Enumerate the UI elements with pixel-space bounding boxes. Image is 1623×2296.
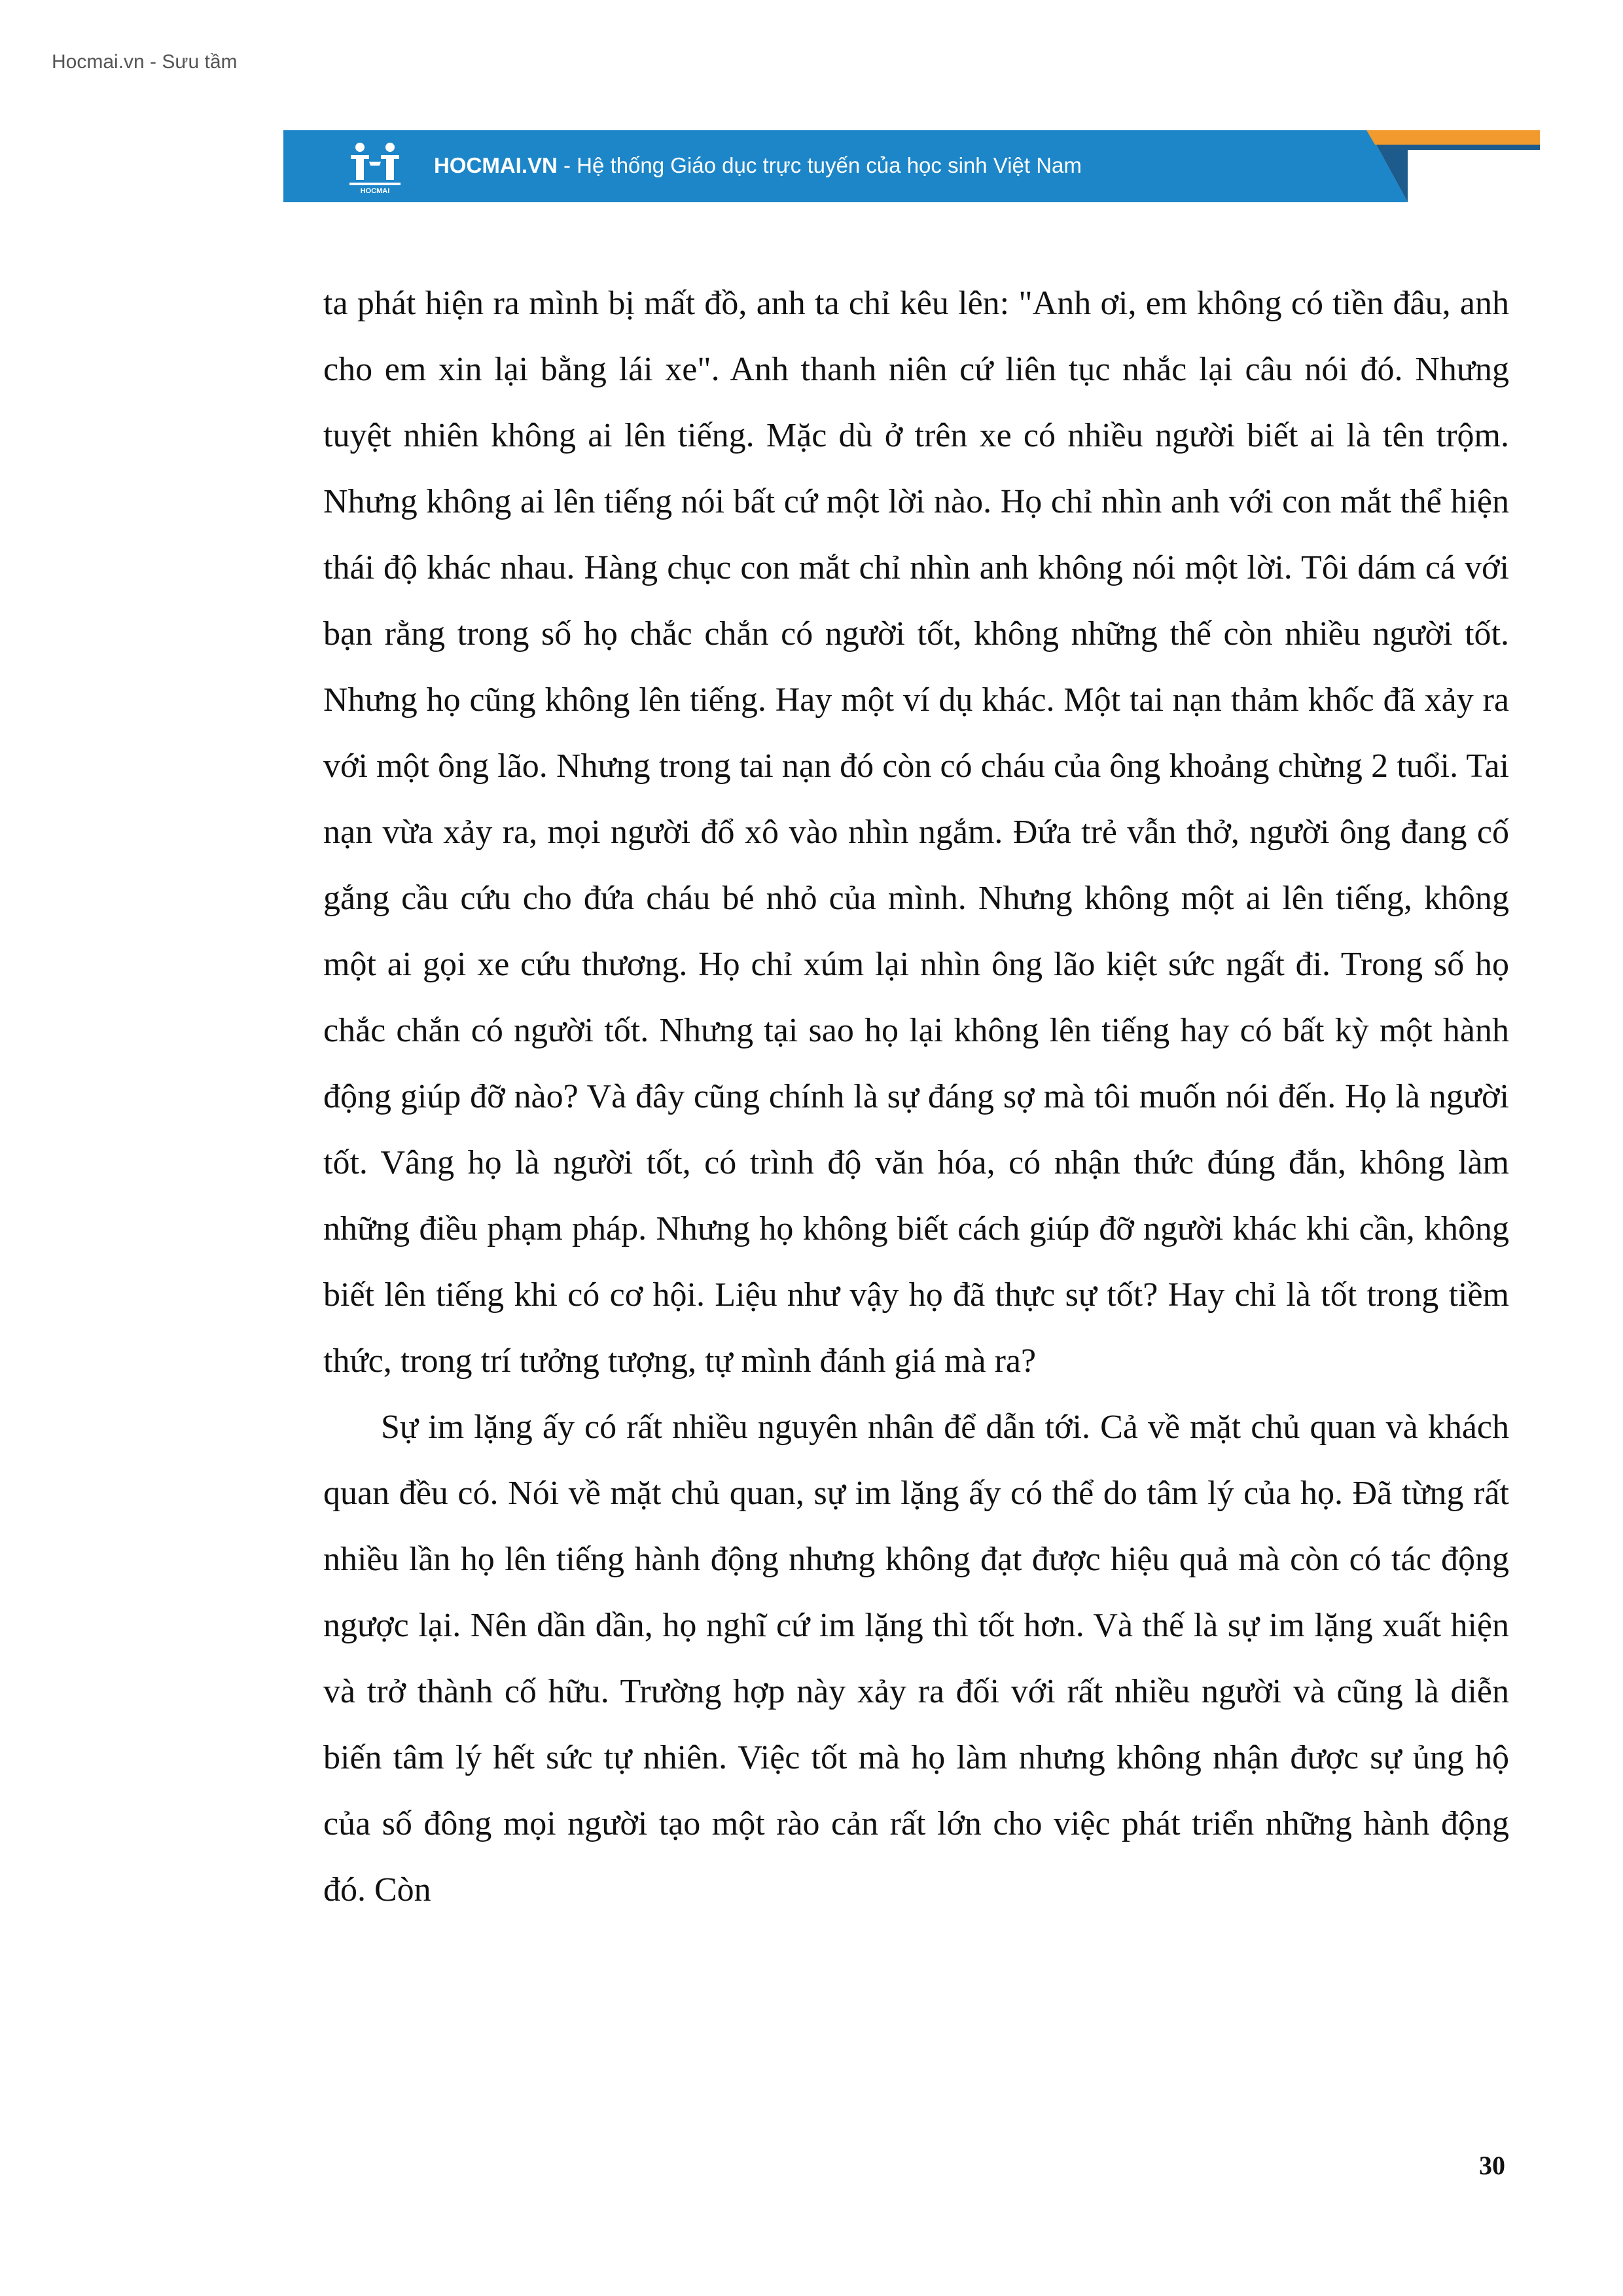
body-text (323, 270, 1509, 1923)
hocmai-logo-icon (346, 139, 404, 196)
paragraph-1: ta phát hiện ra mình bị mất đồ, anh ta chỉ kêu lên: "Anh ơi, em không có tiền đâu, anh cho em xin lại bằng lái xe". Anh thanh niên cứ liên tục nhắc lại câu nói đó. Nhưng tuyệt nhiên không ai lên tiếng. Mặc dù ở trên xe có nhiều người biết ai là tên trộm. Nhưng không ai lên tiếng nói bất cứ một lời nào. Họ chỉ nhìn anh với con mắt thể hiện thái độ khác nhau. Hàng chục con mắt chỉ nhìn anh không nói một lời. Tôi dám cá với bạn rằng trong số họ chắc chắn có người tốt, không những thế còn nhiều người tốt. Nhưng họ cũng không lên tiếng. Hay một ví dụ khác. Một tai nạn thảm khốc đã xảy ra với một ông lão. Nhưng trong tai nạn đó còn có cháu của ông khoảng chừng 2 tuổi. Tai nạn vừa xảy ra, mọi người đổ xô vào nhìn ngắm. Đứa trẻ vẫn thở, người ông đang cố gắng cầu cứu cho đứa cháu bé nhỏ của mình. Nhưng không một ai lên tiếng, không một ai gọi xe cứu thương. Họ chỉ xúm lại nhìn ông lão kiệt sức ngất đi. Trong số họ chắc chắn có người tốt. Nhưng tại sao họ lại không lên tiếng hay có bất kỳ một hành động giúp đỡ nào? Và đây cũng chính là sự đáng sợ mà tôi muốn nói đến. Họ là người tốt. Vâng họ là người tốt, có trình độ văn hóa, có nhận thức đúng đắn, không làm những điều phạm pháp. Nhưng họ không biết cách giúp đỡ người khác khi cần, không biết lên tiếng khi có cơ hội. Liệu như vậy họ đã thực sự tốt? Hay chỉ là tốt trong tiềm thức, trong trí tưởng tượng, tự mình đánh giá mà ra? (323, 285, 1509, 1380)
banner-title (434, 153, 1082, 178)
banner-tagline: - Hệ thống Giáo dục trực tuyến của học sinh Việt Nam (557, 153, 1082, 177)
header-banner (283, 130, 1540, 202)
page-number: 30 (1479, 2151, 1505, 2180)
paragraph-2: Sự im lặng ấy có rất nhiều nguyên nhân để dẫn tới. Cả về mặt chủ quan và khách quan đều có. Nói về mặt chủ quan, sự im lặng ấy có thể do tâm lý của họ. Đã từng rất nhiều lần họ lên tiếng hành động nhưng không đạt được hiệu quả mà còn có tác động ngược lại. Nên dần dần, họ nghĩ cứ im lặng thì tốt hơn. Và thế là sự im lặng xuất hiện và trở thành cố hữu. Trường hợp này xảy ra đối với rất nhiều người và cũng là diễn biến tâm lý hết sức tự nhiên. Việc tốt mà họ làm nhưng không nhận được sự ủng hộ của số đông mọi người tạo một rào cản rất lớn cho việc phát triển những hành động đó. Còn (323, 1408, 1509, 1909)
watermark: Hocmai.vn - Sưu tầm (52, 51, 238, 73)
logo-text: HOCMAI (360, 187, 390, 195)
banner-brand: HOCMAI.VN (434, 153, 558, 177)
